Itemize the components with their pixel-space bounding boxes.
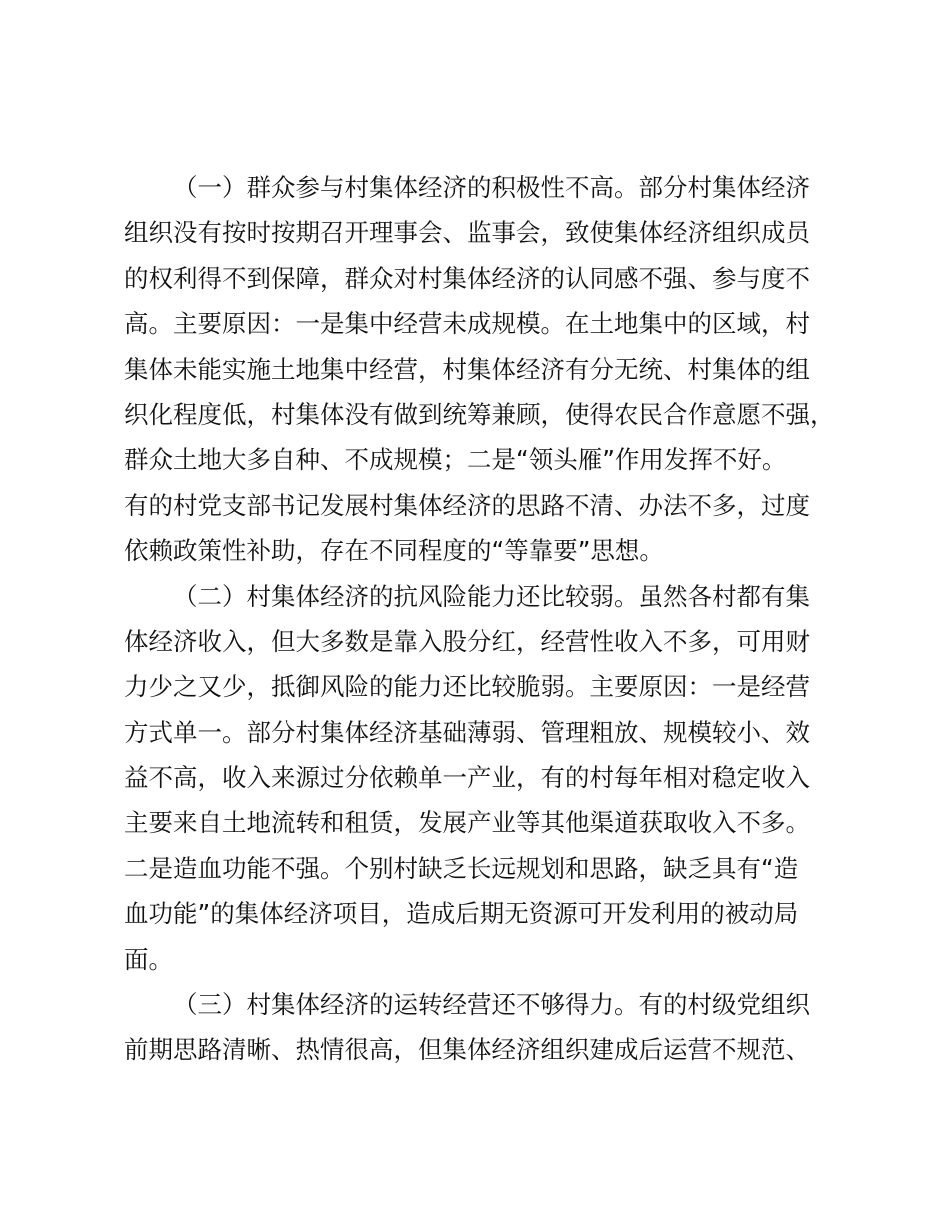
paragraph-1-line-7: 群众土地大多自种、不成规模；二是“领头雁”作用发挥不好。 [124, 445, 787, 475]
paragraph-3-line-2: 前期思路清晰、热情很高，但集体经济组织建成后运营不规范、 [124, 1035, 810, 1065]
paragraph-2-line-7: 二是造血功能不强。个别村缺乏长远规划和思路，缺乏具有“造 [124, 853, 799, 883]
paragraph-2-line-8: 血功能”的集体经济项目，造成后期无资源可开发利用的被动局 [124, 899, 799, 929]
paragraph-1-line-1: （一）群众参与村集体经济的积极性不高。部分村集体经济 [173, 173, 810, 202]
document-body [124, 165, 836, 1073]
paragraph-2-line-1: （二）村集体经济的抗风险能力还比较弱。虽然各村都有集 [173, 581, 810, 611]
paragraph-2-line-2: 体经济收入，但大多数是靠入股分红，经营性收入不多，可用财 [124, 626, 810, 656]
paragraph-3-line-1: （三）村集体经济的运转经营还不够得力。有的村级党组织 [173, 990, 810, 1020]
paragraph-1-line-4: 高。主要原因：一是集中经营未成规模。在土地集中的区域，村 [124, 309, 810, 339]
paragraph-2-line-4: 方式单一。部分村集体经济基础薄弱、管理粗放、规模较小、效 [124, 717, 810, 747]
paragraph-1-line-8: 有的村党支部书记发展村集体经济的思路不清、办法不多，过度 [124, 490, 810, 520]
paragraph-1-line-3: 的权利得不到保障，群众对村集体经济的认同感不强、参与度不 [124, 263, 810, 293]
paragraph-1-line-5: 集体未能实施土地集中经营，村集体经济有分无统、村集体的组 [124, 354, 810, 384]
paragraph-2-line-6: 主要来自土地流转和租赁，发展产业等其他渠道获取收入不多。 [124, 808, 810, 838]
paragraph-1-line-6: 织化程度低，村集体没有做到统筹兼顾，使得农民合作意愿不强， [124, 399, 835, 429]
paragraph-2-line-3: 力少之又少，抵御风险的能力还比较脆弱。主要原因：一是经营 [124, 672, 810, 702]
paragraph-1-line-2: 组织没有按时按期召开理事会、监事会，致使集体经济组织成员 [124, 218, 810, 248]
paragraph-2-line-5: 益不高，收入来源过分依赖单一产业，有的村每年相对稳定收入 [124, 763, 810, 793]
paragraph-2-line-9: 面。 [124, 944, 173, 974]
paragraph-1-line-9: 依赖政策性补助，存在不同程度的“等靠要”思想。 [124, 536, 664, 566]
